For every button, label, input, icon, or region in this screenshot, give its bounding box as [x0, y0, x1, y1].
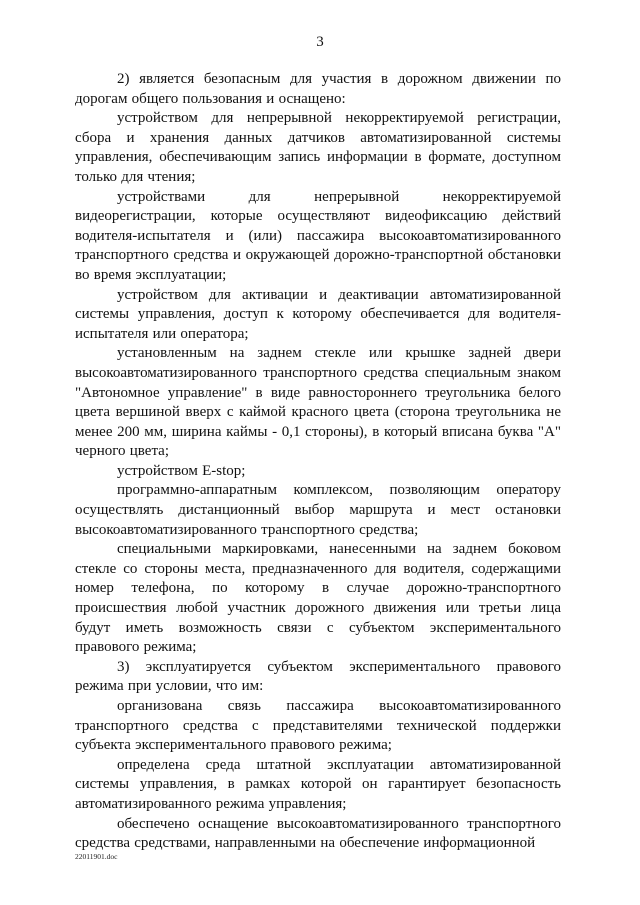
paragraph-autonomous-sign: установленным на заднем стекле или крышке задней двери высокоавтоматизированного транспортного средства специальным знаком "Автономное управление" в виде равностороннего треугольника белого цвета вершиной вверх с каймой красного цвета (сторона треугольника не менее 200 мм, ширина каймы - 0,1 стороны), в который вписана буква "А" черного цвета; [75, 345, 561, 460]
document-body [75, 70, 561, 854]
paragraph-item-2-safety: 2) является безопасным для участия в дорожном движении по дорогам общего пользования и оснащено: [75, 71, 561, 107]
paragraph-video-recorders: устройствами для непрерывной некорректируемой видеорегистрации, которые осуществляют видеофиксацию действий водителя-испытателя и (или) пассажира высокоавтоматизированного транспортного средства и окружающей дорожно-транспортной обстановки во время эксплуатации; [75, 188, 561, 283]
paragraph-activation-device: устройством для активации и деактивации автоматизированной системы управления, доступ к которому обеспечивается для водителя-испытателя или оператора; [75, 286, 561, 342]
paragraph-operational-domain: определена среда штатной эксплуатации автоматизированной системы управления, в рамках которой он гарантирует безопасность автоматизированного режима управления; [75, 756, 561, 812]
page-number: 3 [316, 34, 324, 50]
paragraph-estop: устройством E-stop; [117, 462, 246, 479]
paragraph-item-3-operation: 3) эксплуатируется субъектом экспериментального правового режима при условии, что им: [75, 658, 561, 695]
paragraph-data-recorder: устройством для непрерывной некорректируемой регистрации, сбора и хранения данных датчиков автоматизированной системы управления, обеспечивающим запись информации в формате, доступном только для чтения; [75, 110, 561, 185]
paragraph-remote-complex: программно-аппаратным комплексом, позволяющим оператору осуществлять дистанционный выбор маршрута и мест остановки высокоавтоматизированного транспортного средства; [75, 482, 561, 538]
paragraph-markings: специальными маркировками, нанесенными на заднем боковом стекле со стороны места, предназначенного для водителя, содержащими номер телефона, по которому в случае дорожно-транспортного происшествия любой участник дорожного движения или третьи лица будут иметь возможность связи с субъектом экспериментального правового режима; [75, 541, 561, 656]
paragraph-information-security: обеспечено оснащение высокоавтоматизированного транспортного средства средствами, направленными на обеспечение информационной [75, 815, 561, 852]
paragraph-passenger-link: организована связь пассажира высокоавтоматизированного транспортного средства с представителями технической поддержки субъекта экспериментального правового режима; [75, 698, 561, 754]
footer-file-code: 22011901.doc [75, 852, 118, 861]
